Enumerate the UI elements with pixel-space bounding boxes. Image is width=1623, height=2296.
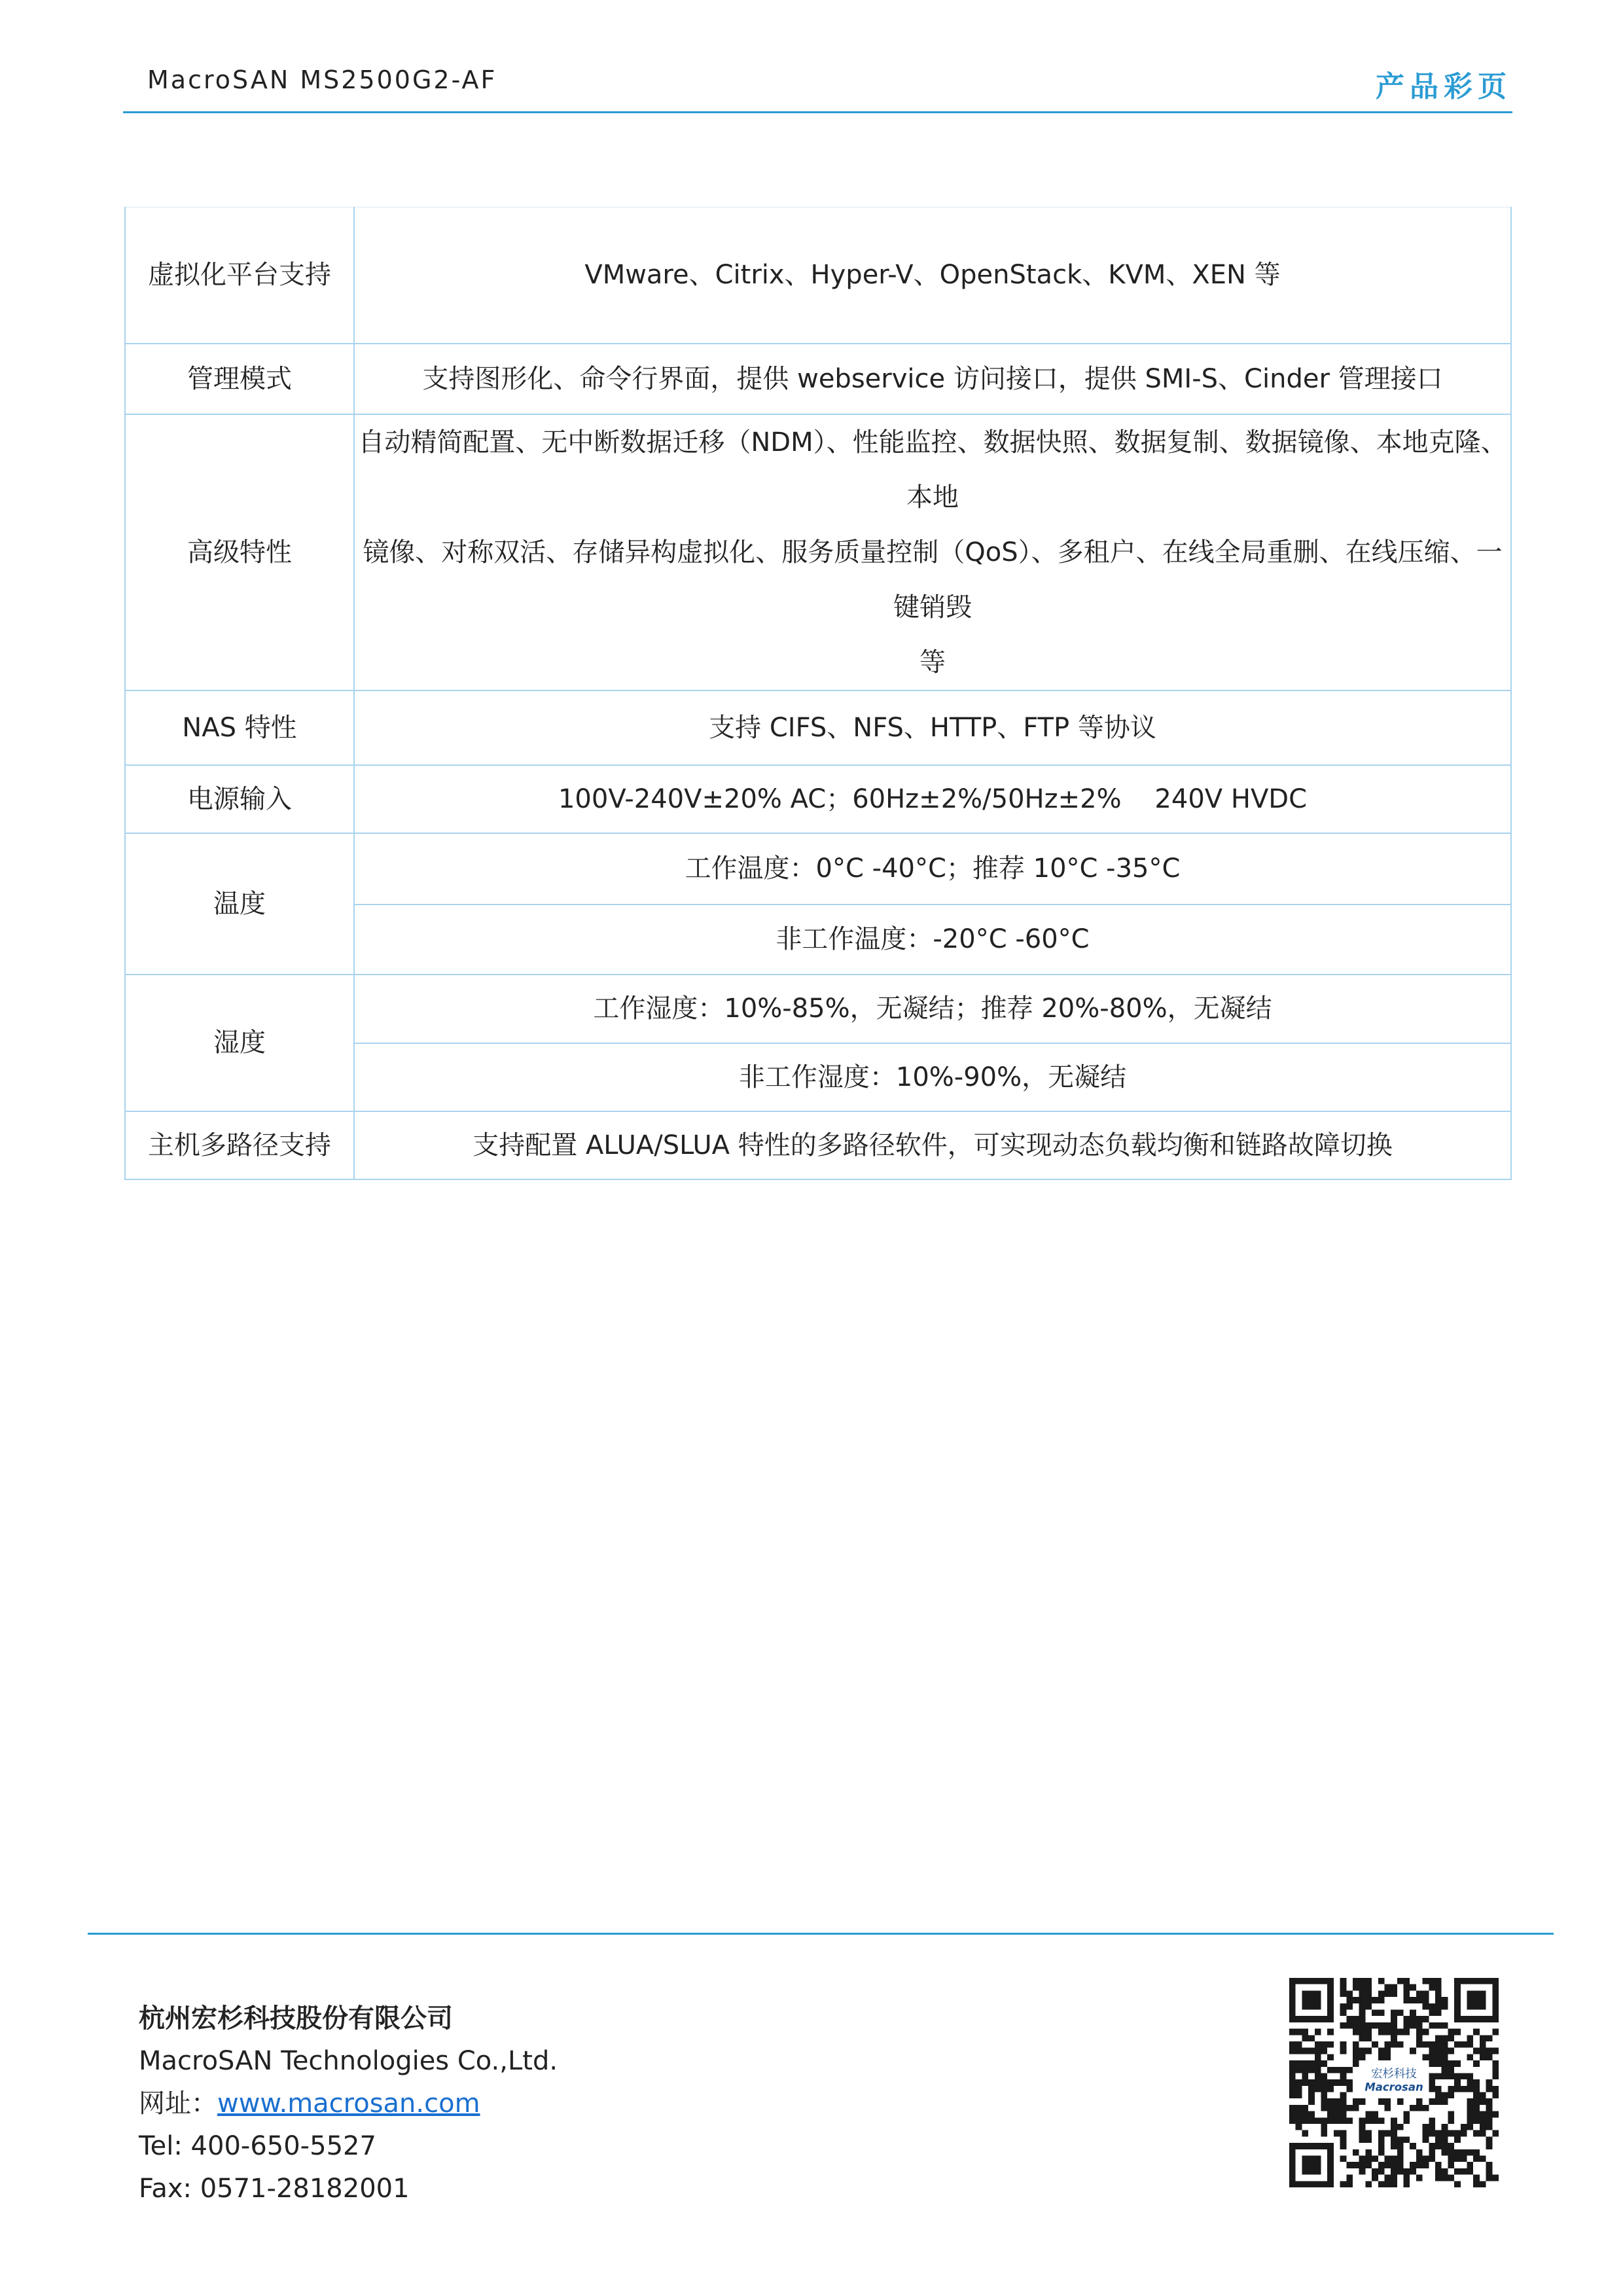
spec-table bbox=[124, 207, 1512, 1180]
company-name-cn: 杭州宏杉科技股份有限公司 bbox=[139, 2003, 453, 2034]
spec-value: 工作湿度：10%-85%，无凝结；推荐 20%-80%，无凝结 bbox=[354, 975, 1511, 1043]
qr-logo-en: Macrosan bbox=[1364, 2081, 1423, 2094]
spec-label: 管理模式 bbox=[125, 344, 354, 414]
spec-value: 支持配置 ALUA/SLUA 特性的多路径软件，可实现动态负载均衡和链路故障切换 bbox=[354, 1111, 1511, 1179]
footer-divider bbox=[88, 1933, 1554, 1935]
spec-value-line: 自动精简配置、无中断数据迁移（NDM）、性能监控、数据快照、数据复制、数据镜像、本地克隆、本地 bbox=[358, 427, 1507, 512]
spec-label: 电源输入 bbox=[125, 765, 354, 833]
website-line bbox=[139, 2083, 558, 2125]
table-row bbox=[125, 833, 1511, 905]
qr-code-icon bbox=[1289, 1978, 1499, 2187]
spec-value: 工作温度：0°C -40°C；推荐 10°C -35°C bbox=[354, 833, 1511, 905]
website-label: 网址： bbox=[139, 2089, 217, 2119]
spec-value-line: 镜像、对称双活、存储异构虚拟化、服务质量控制（QoS）、多租户、在线全局重删、在线压缩、一键销毁 bbox=[363, 537, 1503, 622]
spec-value: 100V-240V±20% AC；60Hz±2%/50Hz±2% 240V HVDC bbox=[354, 765, 1511, 833]
table-row bbox=[125, 344, 1511, 414]
spec-value bbox=[354, 414, 1511, 691]
header-divider bbox=[123, 111, 1512, 113]
document-title: MacroSAN MS2500G2-AF bbox=[147, 65, 497, 94]
table-row bbox=[125, 1111, 1511, 1179]
brochure-label: 产品彩页 bbox=[1376, 70, 1512, 103]
table-row bbox=[125, 414, 1511, 691]
table-row bbox=[125, 691, 1511, 765]
website-link[interactable]: www.macrosan.com bbox=[217, 2089, 480, 2119]
qr-logo-cn: 宏杉科技 bbox=[1371, 2068, 1417, 2081]
spec-value: 非工作温度：-20°C -60°C bbox=[354, 905, 1511, 975]
table-row bbox=[125, 765, 1511, 833]
telephone: Tel: 400-650-5527 bbox=[139, 2131, 376, 2161]
spec-value-line: 等 bbox=[919, 647, 946, 677]
company-name-en: MacroSAN Technologies Co.,Ltd. bbox=[139, 2046, 558, 2076]
spec-label: 湿度 bbox=[125, 975, 354, 1111]
spec-label: 温度 bbox=[125, 833, 354, 975]
spec-label: 虚拟化平台支持 bbox=[125, 207, 354, 344]
fax: Fax: 0571-28182001 bbox=[139, 2174, 410, 2204]
footer-contact bbox=[139, 1998, 558, 2210]
table-row bbox=[125, 207, 1511, 344]
spec-value: 支持图形化、命令行界面，提供 webservice 访问接口，提供 SMI-S、Cinder 管理接口 bbox=[354, 344, 1511, 414]
spec-label: NAS 特性 bbox=[125, 691, 354, 765]
spec-label: 高级特性 bbox=[125, 414, 354, 691]
spec-value: VMware、Citrix、Hyper-V、OpenStack、KVM、XEN 等 bbox=[354, 207, 1511, 344]
spec-value: 支持 CIFS、NFS、HTTP、FTP 等协议 bbox=[354, 691, 1511, 765]
spec-value: 非工作湿度：10%-90%，无凝结 bbox=[354, 1043, 1511, 1111]
table-row bbox=[125, 975, 1511, 1043]
spec-label: 主机多路径支持 bbox=[125, 1111, 354, 1179]
